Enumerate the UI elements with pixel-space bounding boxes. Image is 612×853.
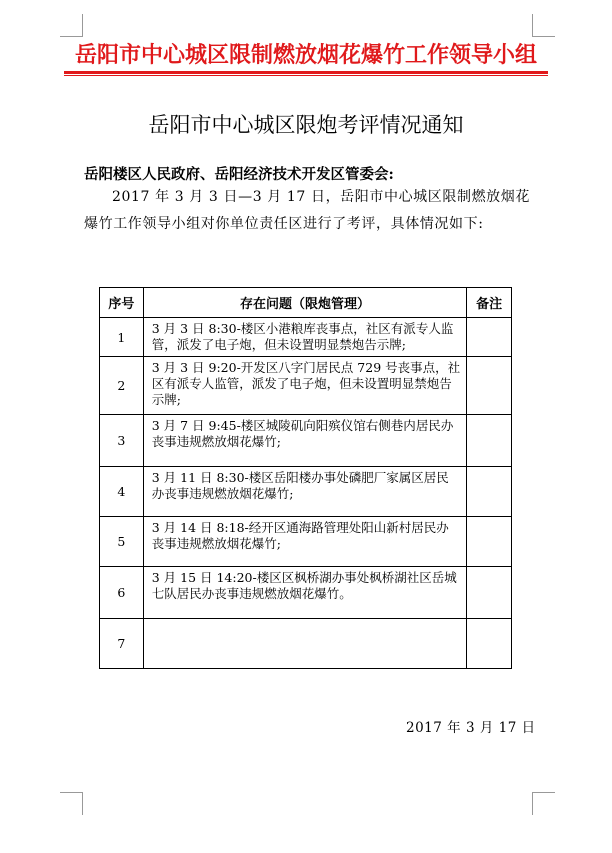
document-title: 岳阳市中心城区限炮考评情况通知	[148, 113, 464, 137]
row-seq: 4	[100, 467, 144, 517]
header-note: 备注	[467, 288, 512, 318]
row-note	[467, 318, 512, 357]
row-note	[467, 567, 512, 619]
row-issue: 3 月 3 日 9:20-开发区八字门居民点 729 号丧事点，社区有派专人监管，派发了电子炮，但未设置明显禁炮告示牌;	[143, 357, 467, 415]
row-note	[467, 467, 512, 517]
body-paragraph: 2017 年 3 月 3 日—3 月 17 日，岳阳市中心城区限制燃放烟花爆竹工作领导小组对你单位责任区进行了考评，具体情况如下:	[84, 189, 530, 232]
margin-mark-top-right	[532, 14, 555, 37]
row-issue: 3 月 7 日 9:45-楼区城陵矶向阳殡仪馆右侧巷内居民办丧事违规燃放烟花爆竹;	[143, 415, 467, 467]
row-note	[467, 619, 512, 669]
table-row	[100, 517, 512, 567]
row-note	[467, 357, 512, 415]
header-seq: 序号	[100, 288, 144, 318]
table-row	[100, 318, 512, 357]
header-divider-thick	[64, 71, 548, 74]
issues-table	[99, 287, 512, 669]
row-issue: 3 月 15 日 14:20-楼区区枫桥湖办事处枫桥湖社区岳城七队居民办丧事违规燃放烟花爆竹。	[143, 567, 467, 619]
row-seq: 2	[100, 357, 144, 415]
margin-mark-top-left	[60, 14, 83, 37]
org-header: 岳阳市中心城区限制燃放烟花爆竹工作领导小组	[74, 42, 537, 68]
table-row	[100, 619, 512, 669]
issue-date: 2017 年 3 月 17 日	[406, 720, 536, 736]
table-row	[100, 357, 512, 415]
row-seq: 6	[100, 567, 144, 619]
row-issue	[143, 619, 467, 669]
table-row	[100, 467, 512, 517]
table-header-row	[100, 288, 512, 318]
table-row	[100, 567, 512, 619]
row-issue: 3 月 14 日 8:18-经开区通海路管理处阳山新村居民办丧事违规燃放烟花爆竹;	[143, 517, 467, 567]
header-issue: 存在问题（限炮管理）	[143, 288, 467, 318]
header-divider-thin	[64, 75, 548, 76]
margin-mark-bottom-right	[532, 792, 555, 815]
row-note	[467, 517, 512, 567]
table-row	[100, 415, 512, 467]
addressee: 岳阳楼区人民政府、岳阳经济技术开发区管委会:	[84, 166, 394, 183]
row-seq: 7	[100, 619, 144, 669]
row-issue: 3 月 11 日 8:30-楼区岳阳楼办事处磷肥厂家属区居民办丧事违规燃放烟花爆竹;	[143, 467, 467, 517]
row-seq: 3	[100, 415, 144, 467]
row-seq: 5	[100, 517, 144, 567]
row-note	[467, 415, 512, 467]
margin-mark-bottom-left	[60, 792, 83, 815]
row-issue: 3 月 3 日 8:30-楼区小港粮库丧事点，社区有派专人监管，派发了电子炮，但未设置明显禁炮告示牌;	[143, 318, 467, 357]
row-seq: 1	[100, 318, 144, 357]
